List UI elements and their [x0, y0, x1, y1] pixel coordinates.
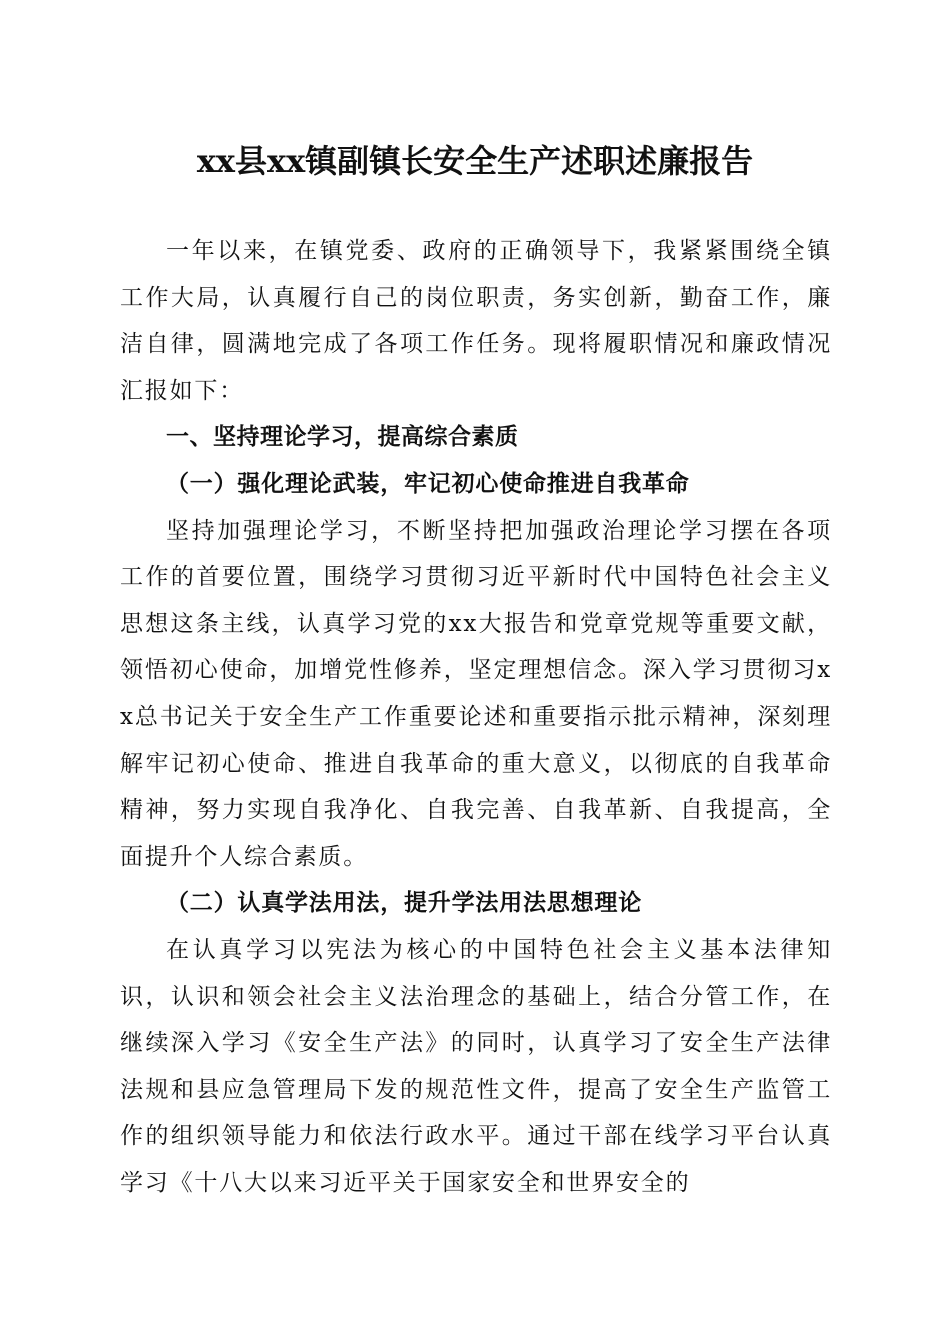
section-heading-1: 一、坚持理论学习，提高综合素质 — [166, 424, 519, 451]
subsection-2-paragraph: 在认真学习以宪法为核心的中国特色社会主义基本法律知识，认识和领会社会主义法治理念的基础上，结合分管工作，在继续深入学习《安全生产法》的同时，认真学习了安全生产法律法规和县应急管理局下发的规范性文件，提高了安全生产监管工作的组织领导能力和依法行政水平。通过干部在线学习平台认真学习《十八大以来习近平关于国家安全和世界安全的 — [120, 936, 832, 1196]
subsection-1-paragraph: 坚持加强理论学习，不断坚持把加强政治理论学习摆在各项工作的首要位置，围绕学习贯彻习近平新时代中国特色社会主义思想这条主线，认真学习党的xx大报告和党章党规等重要文献，领悟初心使命，加增党性修养，坚定理想信念。深入学习贯彻习xx总书记关于安全生产工作重要论述和重要指示批示精神，深刻理解牢记初心使命、推进自我革命的重大意义，以彻底的自我革命精神，努力实现自我净化、自我完善、自我革新、自我提高，全面提升个人综合素质。 — [120, 517, 832, 870]
subsection-heading-1: （一）强化理论武装，牢记初心使命推进自我革命 — [166, 469, 690, 497]
document-title: xx县xx镇副镇长安全生产述职述廉报告 — [196, 142, 754, 180]
intro-paragraph: 一年以来，在镇党委、政府的正确领导下，我紧紧围绕全镇工作大局，认真履行自己的岗位职责，务实创新，勤奋工作，廉洁自律，圆满地完成了各项工作任务。现将履职情况和廉政情况汇报如下： — [120, 238, 832, 404]
subsection-heading-2: （二）认真学法用法，提升学法用法思想理论 — [166, 889, 642, 917]
document-body — [120, 228, 832, 1206]
